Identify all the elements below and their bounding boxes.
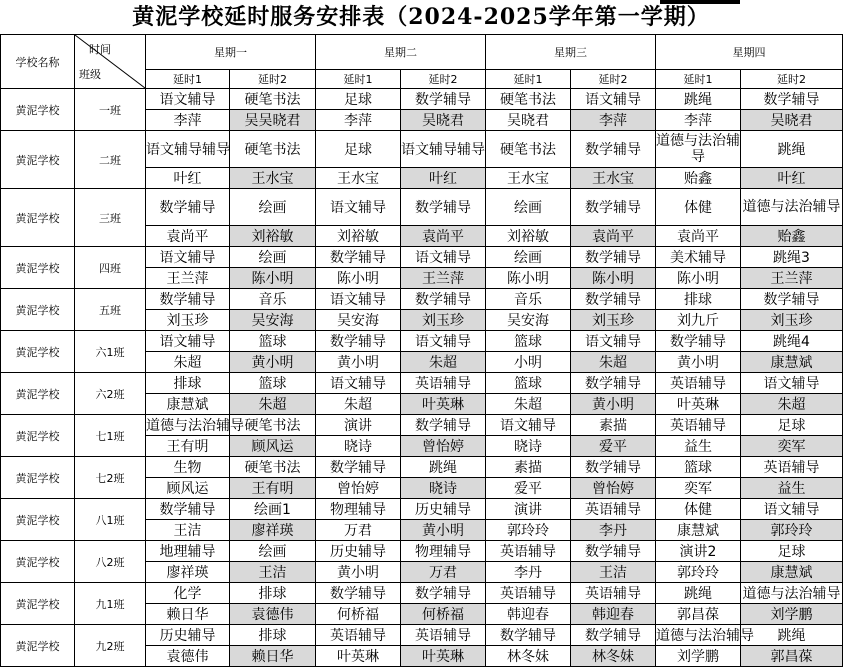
class-name-cell: 九2班 [75, 625, 146, 667]
class-name-cell: 二班 [75, 131, 146, 189]
subject-cell: 绘画 [230, 541, 316, 562]
time-label: 时间 [89, 43, 111, 56]
subject-cell: 数学辅导 [571, 457, 656, 478]
subject-cell: 数学辅导 [571, 373, 656, 394]
school-name-cell: 黄泥学校 [1, 89, 75, 131]
teacher-cell: 郭玲玲 [486, 520, 571, 541]
class-name-cell: 一班 [75, 89, 146, 131]
teacher-cell: 刘裕敏 [316, 226, 401, 247]
teacher-cell: 韩迎春 [486, 604, 571, 625]
schedule-table [0, 34, 843, 667]
teacher-cell: 王水宝 [486, 168, 571, 189]
teacher-cell: 刘裕敏 [230, 226, 316, 247]
teacher-cell: 晓诗 [486, 436, 571, 457]
subject-cell: 道德与法治辅导 [656, 625, 741, 646]
teacher-cell: 袁尚平 [401, 226, 486, 247]
teacher-cell: 廖祥瑛 [146, 562, 230, 583]
teacher-cell: 朱超 [316, 394, 401, 415]
subject-cell: 数学辅导 [741, 89, 843, 110]
teacher-cell: 李萍 [656, 110, 741, 131]
teacher-cell: 郭玲玲 [741, 520, 843, 541]
subject-cell: 道德与法治辅导 [741, 189, 843, 226]
school-name-cell: 黄泥学校 [1, 331, 75, 373]
teacher-cell: 康慧斌 [146, 394, 230, 415]
subject-cell: 数学辅导 [571, 189, 656, 226]
teacher-cell: 王水宝 [230, 168, 316, 189]
class-subject-row [1, 331, 843, 352]
subject-cell: 数学辅导 [146, 289, 230, 310]
teacher-cell: 小明 [486, 352, 571, 373]
subject-cell: 道德与法治辅导 [741, 583, 843, 604]
subject-cell: 绘画 [230, 189, 316, 226]
subject-cell: 英语辅导 [486, 541, 571, 562]
teacher-cell: 郭昌葆 [741, 646, 843, 667]
subject-cell: 数学辅导 [316, 331, 401, 352]
subject-cell: 绘画1 [230, 499, 316, 520]
teacher-cell: 袁德伟 [146, 646, 230, 667]
teacher-cell: 朱超 [146, 352, 230, 373]
subject-cell: 地理辅导 [146, 541, 230, 562]
teacher-cell: 顾风运 [146, 478, 230, 499]
subject-cell: 数学辅导 [316, 457, 401, 478]
subject-cell: 篮球 [486, 331, 571, 352]
teacher-cell: 益生 [741, 478, 843, 499]
subject-cell: 数学辅导 [486, 625, 571, 646]
teacher-cell: 陈小明 [571, 268, 656, 289]
slot-header: 延时2 [401, 70, 486, 89]
class-subject-row [1, 373, 843, 394]
subject-cell: 数学辅导 [571, 131, 656, 168]
subject-cell: 足球 [316, 131, 401, 168]
teacher-cell: 赖日华 [146, 604, 230, 625]
subject-cell: 英语辅导 [486, 583, 571, 604]
class-name-cell: 六2班 [75, 373, 146, 415]
subject-cell: 素描 [486, 457, 571, 478]
class-subject-row [1, 289, 843, 310]
teacher-cell: 黄小明 [401, 520, 486, 541]
teacher-cell: 康慧斌 [656, 520, 741, 541]
subject-cell: 英语辅导 [571, 499, 656, 520]
subject-cell: 数学辅导 [316, 583, 401, 604]
teacher-cell: 朱超 [571, 352, 656, 373]
teacher-cell: 爱平 [486, 478, 571, 499]
day-header: 星期四 [656, 35, 843, 70]
teacher-cell: 叶红 [146, 168, 230, 189]
subject-cell: 绘画 [486, 247, 571, 268]
slot-header: 延时2 [230, 70, 316, 89]
subject-cell: 英语辅导 [741, 457, 843, 478]
teacher-cell: 吴晓君 [401, 110, 486, 131]
teacher-cell: 李丹 [486, 562, 571, 583]
subject-cell: 语文辅导辅导 [146, 131, 230, 168]
school-name-cell: 黄泥学校 [1, 415, 75, 457]
subject-cell: 硬笔书法 [486, 131, 571, 168]
title-decoration-bar [660, 0, 740, 4]
school-name-cell: 黄泥学校 [1, 247, 75, 289]
teacher-cell: 王水宝 [571, 168, 656, 189]
teacher-cell: 李丹 [571, 520, 656, 541]
class-subject-row [1, 625, 843, 646]
teacher-cell: 赖日华 [230, 646, 316, 667]
page-title: 黄泥学校延时服务安排表（2024-2025学年第一学期） [132, 4, 710, 30]
teacher-cell: 何桥福 [401, 604, 486, 625]
teacher-cell: 黄小明 [230, 352, 316, 373]
teacher-cell: 贻鑫 [656, 168, 741, 189]
subject-cell: 硬笔书法 [230, 415, 316, 436]
subject-cell: 物理辅导 [316, 499, 401, 520]
slot-header: 延时2 [741, 70, 843, 89]
teacher-cell: 林冬妹 [486, 646, 571, 667]
subject-cell: 语文辅导 [741, 499, 843, 520]
subject-cell: 英语辅导 [316, 625, 401, 646]
subject-cell: 数学辅导 [401, 189, 486, 226]
teacher-cell: 朱超 [486, 394, 571, 415]
subject-cell: 语文辅导 [401, 247, 486, 268]
subject-cell: 篮球 [230, 373, 316, 394]
teacher-cell: 陈小明 [230, 268, 316, 289]
teacher-cell: 刘九斤 [656, 310, 741, 331]
class-name-cell: 三班 [75, 189, 146, 247]
subject-cell: 数学辅导 [401, 89, 486, 110]
subject-cell: 绘画 [230, 247, 316, 268]
subject-cell: 足球 [741, 415, 843, 436]
class-subject-row [1, 131, 843, 168]
subject-cell: 演讲2 [656, 541, 741, 562]
teacher-cell: 李萍 [571, 110, 656, 131]
teacher-cell: 叶红 [741, 168, 843, 189]
teacher-cell: 晓诗 [401, 478, 486, 499]
class-name-cell: 四班 [75, 247, 146, 289]
teacher-cell: 叶英琳 [401, 394, 486, 415]
slot-header: 延时1 [486, 70, 571, 89]
teacher-cell: 奕军 [656, 478, 741, 499]
school-name-cell: 黄泥学校 [1, 457, 75, 499]
teacher-cell: 黄小明 [316, 352, 401, 373]
subject-cell: 足球 [316, 89, 401, 110]
subject-cell: 历史辅导 [401, 499, 486, 520]
teacher-cell: 李萍 [146, 110, 230, 131]
class-name-cell: 七1班 [75, 415, 146, 457]
subject-cell: 语文辅导 [316, 373, 401, 394]
teacher-cell: 叶英琳 [401, 646, 486, 667]
school-name-cell: 黄泥学校 [1, 499, 75, 541]
subject-cell: 篮球 [230, 331, 316, 352]
teacher-cell: 朱超 [741, 394, 843, 415]
slot-header: 延时2 [571, 70, 656, 89]
subject-cell: 素描 [571, 415, 656, 436]
slot-header: 延时1 [316, 70, 401, 89]
teacher-cell: 袁德伟 [230, 604, 316, 625]
teacher-cell: 曾怡婷 [401, 436, 486, 457]
school-name-cell: 黄泥学校 [1, 189, 75, 247]
subject-cell: 跳绳 [656, 583, 741, 604]
teacher-cell: 朱超 [401, 352, 486, 373]
subject-cell: 语文辅导辅导 [401, 131, 486, 168]
teacher-cell: 王洁 [571, 562, 656, 583]
school-column-header: 学校名称 [1, 35, 75, 89]
teacher-cell: 康慧斌 [741, 562, 843, 583]
subject-cell: 硬笔书法 [486, 89, 571, 110]
class-subject-row [1, 457, 843, 478]
subject-cell: 道德与法治辅导 [656, 131, 741, 168]
school-name-cell: 黄泥学校 [1, 583, 75, 625]
subject-cell: 语文辅导 [486, 415, 571, 436]
day-header: 星期二 [316, 35, 486, 70]
teacher-cell: 王兰萍 [741, 268, 843, 289]
subject-cell: 跳绳 [741, 625, 843, 646]
teacher-cell: 刘学鹏 [741, 604, 843, 625]
class-label: 班级 [79, 68, 101, 81]
subject-cell: 数学辅导 [146, 189, 230, 226]
teacher-cell: 郭昌葆 [656, 604, 741, 625]
teacher-cell: 黄小明 [656, 352, 741, 373]
teacher-cell: 曾怡婷 [571, 478, 656, 499]
subject-cell: 数学辅导 [571, 289, 656, 310]
teacher-cell: 王兰萍 [146, 268, 230, 289]
teacher-cell: 王有明 [146, 436, 230, 457]
teacher-cell: 奕军 [741, 436, 843, 457]
school-name-cell: 黄泥学校 [1, 131, 75, 189]
subject-cell: 道德与法治辅导 [146, 415, 230, 436]
subject-cell: 篮球 [656, 457, 741, 478]
subject-cell: 篮球 [486, 373, 571, 394]
subject-cell: 体健 [656, 499, 741, 520]
class-name-cell: 五班 [75, 289, 146, 331]
class-name-cell: 九1班 [75, 583, 146, 625]
class-subject-row [1, 247, 843, 268]
subject-cell: 数学辅导 [656, 331, 741, 352]
subject-cell: 语文辅导 [571, 89, 656, 110]
subject-cell: 语文辅导 [571, 331, 656, 352]
teacher-cell: 吴安海 [316, 310, 401, 331]
teacher-cell: 黄小明 [571, 394, 656, 415]
subject-cell: 化学 [146, 583, 230, 604]
day-header: 星期一 [146, 35, 316, 70]
school-name-cell: 黄泥学校 [1, 625, 75, 667]
subject-cell: 硬笔书法 [230, 457, 316, 478]
teacher-cell: 叶英琳 [656, 394, 741, 415]
subject-cell: 数学辅导 [571, 247, 656, 268]
teacher-cell: 刘玉珍 [146, 310, 230, 331]
teacher-cell: 袁尚平 [656, 226, 741, 247]
teacher-cell: 韩迎春 [571, 604, 656, 625]
teacher-cell: 吴晓君 [486, 110, 571, 131]
teacher-cell: 晓诗 [316, 436, 401, 457]
teacher-cell: 黄小明 [316, 562, 401, 583]
teacher-cell: 刘学鹏 [656, 646, 741, 667]
teacher-cell: 吴晓君 [741, 110, 843, 131]
subject-cell: 数学辅导 [401, 583, 486, 604]
subject-cell: 演讲 [316, 415, 401, 436]
subject-cell: 历史辅导 [146, 625, 230, 646]
teacher-cell: 廖祥瑛 [230, 520, 316, 541]
day-header: 星期三 [486, 35, 656, 70]
subject-cell: 排球 [656, 289, 741, 310]
teacher-cell: 陈小明 [486, 268, 571, 289]
teacher-cell: 陈小明 [316, 268, 401, 289]
subject-cell: 语文辅导 [316, 289, 401, 310]
subject-cell: 硬笔书法 [230, 131, 316, 168]
teacher-cell: 王洁 [146, 520, 230, 541]
subject-cell: 数学辅导 [401, 415, 486, 436]
subject-cell: 数学辅导 [571, 625, 656, 646]
subject-cell: 数学辅导 [571, 541, 656, 562]
teacher-cell: 爱平 [571, 436, 656, 457]
teacher-cell: 王洁 [230, 562, 316, 583]
slot-header: 延时1 [146, 70, 230, 89]
class-subject-row [1, 415, 843, 436]
subject-cell: 足球 [741, 541, 843, 562]
teacher-cell: 益生 [656, 436, 741, 457]
subject-cell: 语文辅导 [146, 331, 230, 352]
subject-cell: 跳绳3 [741, 247, 843, 268]
school-name-cell: 黄泥学校 [1, 541, 75, 583]
teacher-cell: 刘裕敏 [486, 226, 571, 247]
subject-cell: 语文辅导 [146, 247, 230, 268]
teacher-cell: 郭玲玲 [656, 562, 741, 583]
class-subject-row [1, 541, 843, 562]
teacher-cell: 叶红 [401, 168, 486, 189]
subject-cell: 语文辅导 [146, 89, 230, 110]
subject-cell: 美术辅导 [656, 247, 741, 268]
teacher-cell: 袁尚平 [146, 226, 230, 247]
teacher-cell: 吴安海 [230, 310, 316, 331]
subject-cell: 音乐 [486, 289, 571, 310]
class-name-cell: 八1班 [75, 499, 146, 541]
teacher-cell: 王兰萍 [401, 268, 486, 289]
teacher-cell: 王水宝 [316, 168, 401, 189]
slot-header: 延时1 [656, 70, 741, 89]
class-name-cell: 六1班 [75, 331, 146, 373]
subject-cell: 历史辅导 [316, 541, 401, 562]
teacher-cell: 刘玉珍 [571, 310, 656, 331]
subject-cell: 生物 [146, 457, 230, 478]
class-subject-row [1, 89, 843, 110]
subject-cell: 跳绳 [656, 89, 741, 110]
teacher-cell: 顾风运 [230, 436, 316, 457]
subject-cell: 语文辅导 [316, 189, 401, 226]
class-subject-row [1, 499, 843, 520]
subject-cell: 数学辅导 [316, 247, 401, 268]
class-name-cell: 八2班 [75, 541, 146, 583]
teacher-cell: 叶英琳 [316, 646, 401, 667]
subject-cell: 语文辅导 [401, 331, 486, 352]
teacher-cell: 康慧斌 [741, 352, 843, 373]
subject-cell: 跳绳 [741, 131, 843, 168]
subject-cell: 英语辅导 [571, 583, 656, 604]
subject-cell: 排球 [230, 625, 316, 646]
subject-cell: 演讲 [486, 499, 571, 520]
class-subject-row [1, 583, 843, 604]
teacher-cell: 袁尚平 [571, 226, 656, 247]
subject-cell: 物理辅导 [401, 541, 486, 562]
header-row-days [1, 35, 843, 70]
teacher-cell: 刘玉珍 [741, 310, 843, 331]
teacher-cell: 曾怡婷 [316, 478, 401, 499]
subject-cell: 跳绳4 [741, 331, 843, 352]
teacher-cell: 贻鑫 [741, 226, 843, 247]
subject-cell: 排球 [146, 373, 230, 394]
teacher-cell: 陈小明 [656, 268, 741, 289]
teacher-cell: 朱超 [230, 394, 316, 415]
subject-cell: 硬笔书法 [230, 89, 316, 110]
diagonal-header-cell [75, 35, 146, 89]
subject-cell: 英语辅导 [656, 373, 741, 394]
subject-cell: 数学辅导 [741, 289, 843, 310]
subject-cell: 数学辅导 [401, 289, 486, 310]
subject-cell: 语文辅导 [741, 373, 843, 394]
subject-cell: 体健 [656, 189, 741, 226]
teacher-cell: 林冬妹 [571, 646, 656, 667]
school-name-cell: 黄泥学校 [1, 289, 75, 331]
subject-cell: 英语辅导 [656, 415, 741, 436]
subject-cell: 英语辅导 [401, 625, 486, 646]
subject-cell: 绘画 [486, 189, 571, 226]
teacher-cell: 吴吴晓君 [230, 110, 316, 131]
subject-cell: 数学辅导 [146, 499, 230, 520]
class-subject-row [1, 189, 843, 226]
teacher-cell: 万君 [401, 562, 486, 583]
teacher-cell: 万君 [316, 520, 401, 541]
subject-cell: 音乐 [230, 289, 316, 310]
teacher-cell: 李萍 [316, 110, 401, 131]
teacher-cell: 王有明 [230, 478, 316, 499]
subject-cell: 跳绳 [401, 457, 486, 478]
teacher-cell: 吴安海 [486, 310, 571, 331]
subject-cell: 排球 [230, 583, 316, 604]
school-name-cell: 黄泥学校 [1, 373, 75, 415]
subject-cell: 英语辅导 [401, 373, 486, 394]
teacher-cell: 刘玉珍 [401, 310, 486, 331]
class-name-cell: 七2班 [75, 457, 146, 499]
teacher-cell: 何桥福 [316, 604, 401, 625]
